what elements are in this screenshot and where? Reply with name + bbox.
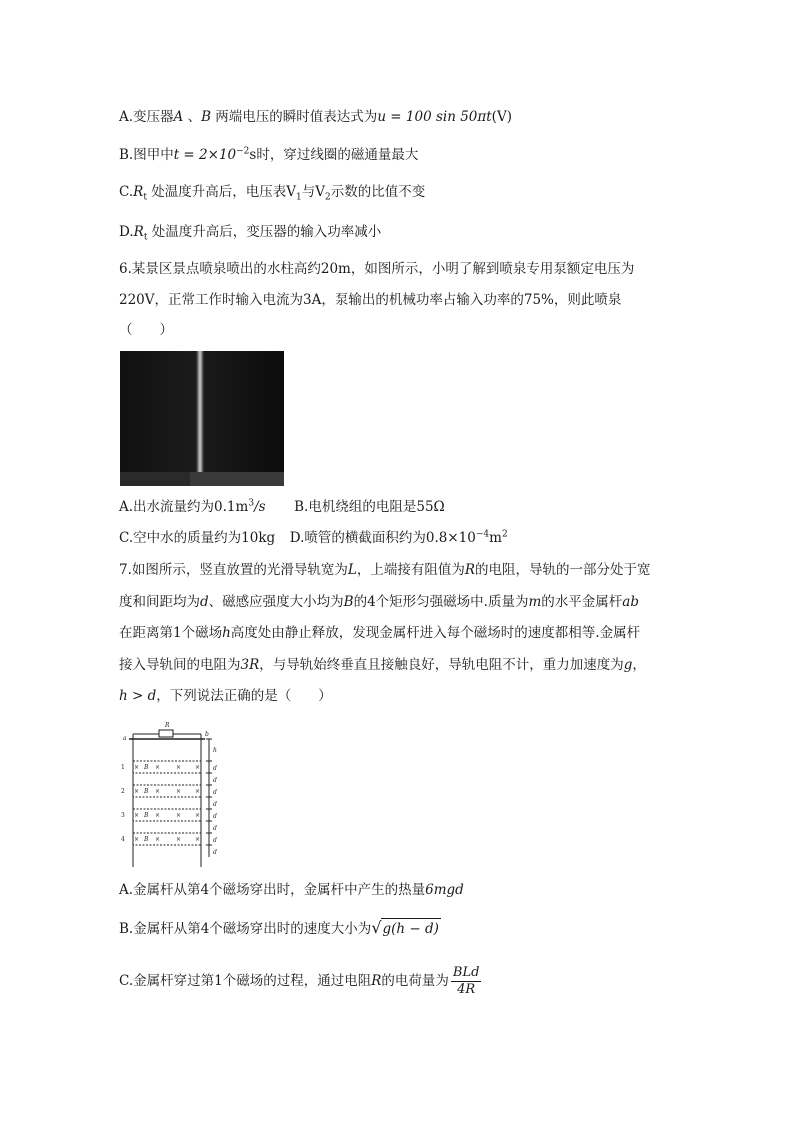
field-x-mark: × [195, 812, 201, 819]
fraction [451, 965, 482, 998]
field-x-mark: × [176, 788, 182, 795]
field-b-label: B [144, 812, 149, 819]
option-text: 处温度升高后，变压器的输入功率减小 [147, 224, 382, 240]
q7-option-b[interactable] [119, 918, 441, 939]
field-x-mark: × [195, 788, 201, 795]
text: 的4个矩形匀强磁场中.质量为 [353, 594, 529, 610]
q6-options-row-2 [119, 528, 508, 548]
unit: m [489, 530, 502, 546]
math-var: L [347, 562, 357, 578]
math-var: A [173, 109, 184, 125]
text: ， [632, 657, 646, 673]
field-x-mark: × [155, 836, 161, 843]
dim-d-label: d [213, 765, 217, 772]
ground-shadow [120, 472, 190, 486]
field-b-label: B [144, 788, 149, 795]
field-number-3: 3 [121, 812, 125, 819]
formula: t = 2×10 [173, 147, 237, 163]
resistor-label: R [165, 722, 170, 729]
option-label: A.变压器 [119, 109, 174, 125]
field-x-mark: × [155, 788, 161, 795]
text: ，与导轨始终垂直且接触良好，导轨电阻不计，重力加速度为 [259, 657, 624, 673]
value: 6mgd [425, 882, 464, 898]
unit: (V) [491, 109, 512, 125]
field-b-label: B [144, 836, 149, 843]
field-x-mark: × [195, 764, 201, 771]
field-number-1: 1 [121, 764, 125, 771]
field-b-label: B [144, 764, 149, 771]
formula: u = 100 sin 50πt [377, 109, 492, 125]
text: 7.如图所示，竖直放置的光滑导轨宽为 [119, 562, 348, 578]
subscript: t [143, 192, 147, 203]
sqrt-sign: √ [371, 918, 382, 937]
unit: /s [254, 499, 266, 515]
math-var: g [623, 657, 633, 673]
option-label: C. [119, 184, 134, 200]
point-b-label: b [205, 731, 209, 738]
q6-option-b[interactable] [294, 499, 445, 515]
option-text: B.电机绕组的电阻是 [294, 499, 417, 515]
option-text: B.金属杆从第4个磁场穿出时的速度大小为 [119, 921, 372, 937]
field-x-mark: × [176, 836, 182, 843]
numerator: BLd [452, 965, 480, 980]
option-text: D.喷管的横截面积约为 [289, 530, 426, 546]
math-var: B [201, 109, 212, 125]
q5-option-d[interactable] [119, 222, 381, 242]
q5-option-c[interactable] [119, 182, 425, 202]
q6-options-row-1 [119, 497, 445, 517]
text: 接入导轨间的电阻为 [119, 657, 241, 673]
math-var: V [315, 184, 325, 200]
q6-option-c[interactable] [119, 530, 275, 546]
denominator: 4R [457, 982, 476, 997]
q7-stem-line-4 [119, 655, 646, 675]
math-var: 3R [240, 657, 260, 673]
text: 度和间距均为 [119, 594, 200, 610]
field-x-mark: × [155, 764, 161, 771]
field-x-mark: × [176, 764, 182, 771]
point-a-label: a [123, 735, 127, 742]
fountain-photo [120, 351, 284, 486]
q7-stem-line-5 [119, 686, 332, 706]
q7-option-c[interactable] [119, 965, 481, 998]
field-x-mark: × [134, 764, 140, 771]
dim-d-label: d [213, 813, 217, 820]
option-label: D. [119, 224, 134, 240]
option-text: 与 [301, 184, 316, 200]
sqrt-radicand: g(h − d) [381, 918, 441, 939]
field-x-mark: × [134, 836, 140, 843]
q6-option-d[interactable] [290, 530, 508, 546]
option-text: C.金属杆穿过第1个磁场的过程，通过电阻 [119, 973, 372, 989]
q7-stem-line-2 [119, 592, 639, 612]
option-label: B.图甲中 [119, 147, 174, 163]
text: 的电阻，导轨的一部分处于宽 [475, 562, 651, 578]
q6-option-a[interactable] [119, 499, 266, 515]
field-number-4: 4 [121, 836, 125, 843]
math-var: B [343, 594, 354, 610]
text: 高度处由静止释放，发现金属杆进入每个磁场时的速度都相等.金属杆 [230, 625, 641, 641]
subscript: 1 [295, 192, 302, 203]
q6-stem-line-1: 6.某景区景点喷泉喷出的水柱高约20m，如图所示，小明了解到喷泉专用泵额定电压为 [119, 261, 635, 277]
q5-option-a[interactable] [119, 107, 512, 127]
value: 0.1m [214, 499, 249, 515]
math-var: V [286, 184, 296, 200]
q5-option-b[interactable] [119, 145, 418, 165]
water-jet [196, 351, 204, 473]
dim-d-label: d [213, 849, 217, 856]
option-text: 两端电压的瞬时值表达式为 [211, 109, 378, 125]
value: 55Ω [416, 499, 445, 515]
value: 0.8×10 [425, 530, 476, 546]
math-var: R [464, 562, 476, 578]
dim-d-label: d [213, 825, 217, 832]
math-var: R [371, 973, 382, 989]
field-x-mark: × [176, 812, 182, 819]
math-var: h [222, 625, 231, 641]
field-x-mark: × [155, 812, 161, 819]
option-text: C.空中水的质量约为10kg [119, 530, 276, 546]
option-text: A.出水流量约为 [119, 499, 215, 515]
field-x-mark: × [134, 788, 140, 795]
exponent: −2 [236, 146, 250, 157]
q7-option-a[interactable] [119, 880, 464, 900]
field-x-mark: × [195, 836, 201, 843]
q7-stem-line-3 [119, 623, 640, 643]
q6-answer-bracket: （ ） [119, 322, 173, 338]
option-text: 的电荷量为 [381, 973, 449, 989]
unit: s [249, 147, 257, 163]
exponent: 3 [248, 498, 255, 509]
math-var: R [133, 184, 144, 200]
math-var: d [200, 594, 209, 610]
dim-d-label: d [213, 777, 217, 784]
text: 、磁感应强度大小均为 [208, 594, 344, 610]
option-text: 处温度升高后，电压表 [146, 184, 287, 200]
subscript: t [143, 232, 148, 243]
dim-d-label: d [213, 837, 217, 844]
exponent: −4 [475, 529, 490, 540]
math-var: R [133, 224, 144, 240]
math-var: ab [622, 594, 639, 610]
rail-magnetic-field-diagram [119, 717, 219, 869]
separator: 、 [183, 109, 202, 125]
math-var: m [528, 594, 542, 610]
text: ，下列说法正确的是（ ） [156, 688, 332, 704]
q6-stem-line-2: 220V，正常工作时输入电流为3A，泵输出的机械功率占输入功率的75%，则此喷泉 [119, 292, 622, 308]
option-text: A.金属杆从第4个磁场穿出时，金属杆中产生的热量 [119, 882, 426, 898]
dim-d-label: d [213, 789, 217, 796]
subscript: 2 [324, 192, 331, 203]
dim-d-label: d [213, 801, 217, 808]
inequality: h > d [119, 688, 157, 704]
text: ，上端接有阻值为 [356, 562, 465, 578]
field-number-2: 2 [121, 788, 125, 795]
q7-stem-line-1 [119, 560, 651, 580]
field-x-mark: × [134, 812, 140, 819]
height-label: h [213, 747, 217, 754]
option-text: 时，穿过线圈的磁通量最大 [256, 147, 419, 163]
option-text: 示数的比值不变 [330, 184, 426, 200]
exponent: 2 [501, 529, 508, 540]
text: 在距离第1个磁场 [119, 625, 223, 641]
text: 的水平金属杆 [541, 594, 623, 610]
